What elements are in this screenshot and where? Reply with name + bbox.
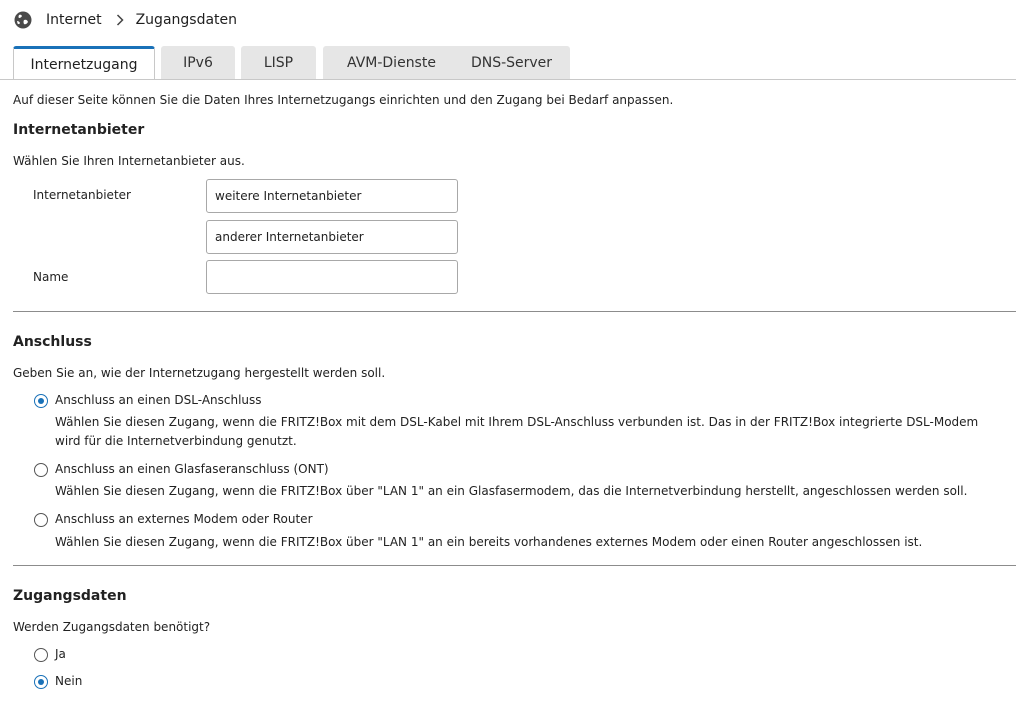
- tab-lisp[interactable]: LISP: [241, 46, 316, 79]
- chevron-right-icon: [116, 14, 124, 26]
- radio-nein-label[interactable]: Nein: [55, 674, 83, 688]
- radio-extern[interactable]: [34, 513, 48, 527]
- breadcrumb-page: Zugangsdaten: [135, 12, 238, 28]
- radio-nein[interactable]: [34, 675, 48, 689]
- provider-heading: Internetanbieter: [13, 122, 145, 138]
- provider-select[interactable]: [206, 179, 458, 213]
- credentials-question: Werden Zugangsdaten benötigt?: [13, 620, 211, 634]
- connection-description: Geben Sie an, wie der Internetzugang hergestellt werden soll.: [13, 366, 386, 380]
- tab-divider: [0, 79, 1016, 80]
- breadcrumb: [14, 9, 237, 31]
- provider-description: Wählen Sie Ihren Internetanbieter aus.: [13, 154, 245, 168]
- radio-dsl[interactable]: [34, 394, 48, 408]
- tab-internetzugang[interactable]: Internetzugang: [13, 46, 155, 80]
- tab-ipv6[interactable]: IPv6: [161, 46, 235, 79]
- radio-extern-description: Wählen Sie diesen Zugang, wenn die FRITZ!Box über "LAN 1" an ein bereits vorhandenes externes Modem oder einen Router angeschlossen ist.: [55, 535, 923, 549]
- subprovider-select-value: anderer Internetanbieter: [215, 230, 364, 244]
- provider-label: Internetanbieter: [33, 188, 131, 202]
- name-label: Name: [33, 270, 69, 284]
- radio-glasfaser-label[interactable]: Anschluss an einen Glasfaseranschluss (ONT): [55, 462, 329, 476]
- credentials-heading: Zugangsdaten: [13, 588, 127, 604]
- breadcrumb-section[interactable]: Internet: [46, 12, 102, 28]
- radio-ja-label[interactable]: Ja: [55, 647, 66, 661]
- tab-dns-server[interactable]: DNS-Server: [453, 46, 570, 79]
- radio-dsl-description: Wählen Sie diesen Zugang, wenn die FRITZ!Box mit dem DSL-Kabel mit Ihrem DSL-Anschluss verbunden ist. Das in der FRITZ!Box integrierte DSL-Modem wird für die Internetverbindung genutzt.: [55, 415, 979, 448]
- tab-avm-dienste[interactable]: AVM-Dienste: [323, 46, 460, 79]
- intro-text: Auf dieser Seite können Sie die Daten Ihres Internetzugangs einrichten und den Zugang bei Bedarf anpassen.: [13, 93, 674, 107]
- radio-dsl-label[interactable]: Anschluss an einen DSL-Anschluss: [55, 393, 262, 407]
- globe-icon: [14, 11, 32, 29]
- radio-extern-label[interactable]: Anschluss an externes Modem oder Router: [55, 512, 313, 526]
- provider-select-value: weitere Internetanbieter: [215, 189, 362, 203]
- section-divider: [13, 311, 1016, 312]
- radio-ja[interactable]: [34, 648, 48, 662]
- radio-glasfaser[interactable]: [34, 463, 48, 477]
- name-input[interactable]: [206, 260, 458, 294]
- connection-heading: Anschluss: [13, 334, 92, 350]
- subprovider-select[interactable]: [206, 220, 458, 254]
- section-divider: [13, 565, 1016, 566]
- radio-glasfaser-description: Wählen Sie diesen Zugang, wenn die FRITZ!Box über "LAN 1" an ein Glasfasermodem, das die Internetverbindung herstellt, angeschlossen werden soll.: [55, 484, 968, 498]
